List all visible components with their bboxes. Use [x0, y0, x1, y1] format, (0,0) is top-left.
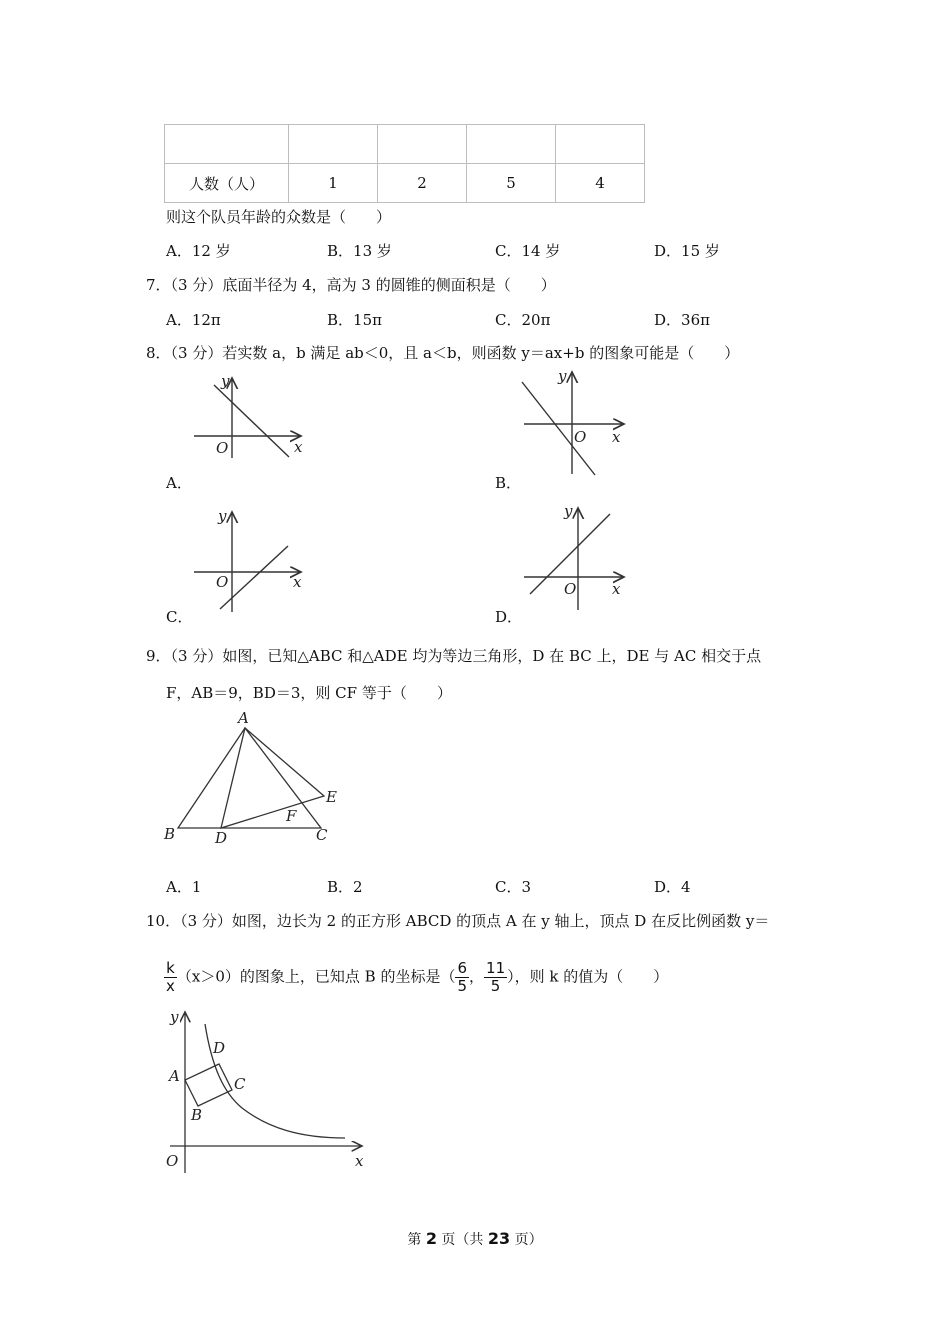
table-cell	[467, 125, 556, 164]
label-x: x	[355, 1152, 364, 1170]
x-label: x	[294, 438, 303, 456]
q9-option-a[interactable]: A．1	[166, 878, 202, 896]
table-cell	[289, 125, 378, 164]
label-e: E	[326, 788, 337, 806]
table-row	[165, 125, 645, 164]
q10-stem-line1: 10．（3 分）如图，边长为 2 的正方形 ABCD 的顶点 A 在 y 轴上，顶点 D 在反比例函数 y＝	[146, 912, 770, 930]
age-table	[164, 124, 645, 203]
q6-option-c[interactable]: C．14 岁	[495, 242, 561, 260]
table-row-label: 人数（人）	[165, 164, 289, 203]
label-o: O	[166, 1152, 179, 1170]
origin-label: O	[216, 439, 229, 457]
q8-graph-b[interactable]	[516, 366, 636, 481]
y-label: y	[221, 372, 230, 390]
x-label: x	[612, 580, 621, 598]
q9-option-c[interactable]: C．3	[495, 878, 532, 896]
hyperbola-curve	[205, 1024, 345, 1138]
label-c: C	[316, 826, 328, 844]
table-cell	[556, 125, 645, 164]
fraction-by: $\frac{11}{5}$	[486, 959, 506, 995]
q9-option-d[interactable]: D．4	[654, 878, 691, 896]
triangle-ade	[221, 728, 324, 828]
q8-option-c[interactable]: C．	[166, 608, 193, 626]
q8-option-d[interactable]: D．	[495, 608, 523, 626]
origin-label: O	[564, 580, 577, 598]
q7-stem: 7．（3 分）底面半径为 4，高为 3 的圆锥的侧面积是（ ）	[146, 276, 556, 294]
table-cell	[378, 125, 467, 164]
y-label: y	[218, 507, 227, 525]
square-abcd	[185, 1064, 232, 1106]
q10-square-figure	[160, 1008, 375, 1178]
label-b: B	[164, 825, 176, 843]
q6-option-b[interactable]: B．13 岁	[327, 242, 392, 260]
q8-graph-c[interactable]	[186, 506, 311, 614]
q8-option-b[interactable]: B．	[495, 474, 522, 492]
q6-option-d[interactable]: D．15 岁	[654, 242, 720, 260]
label-a: A	[238, 709, 249, 727]
label-a: A	[169, 1067, 180, 1085]
label-y: y	[170, 1008, 179, 1026]
label-f: F	[286, 807, 297, 825]
fraction-k-over-x: $\frac{k}{x}$	[166, 959, 175, 995]
q7-option-b[interactable]: B．15π	[327, 311, 382, 329]
origin-label: O	[574, 428, 587, 446]
origin-label: O	[216, 573, 229, 591]
fraction-bx: $\frac{6}{5}$	[457, 959, 468, 995]
label-d: D	[215, 829, 228, 847]
q8-graph-a[interactable]	[186, 370, 311, 460]
label-b: B	[191, 1106, 203, 1124]
page-footer: 第 2 页（共 23 页）	[407, 1229, 543, 1248]
table-cell: 2	[378, 164, 467, 203]
q7-option-c[interactable]: C．20π	[495, 311, 551, 329]
label-d: D	[213, 1039, 226, 1057]
table-cell: 5	[467, 164, 556, 203]
q9-option-b[interactable]: B．2	[327, 878, 363, 896]
x-label: x	[293, 573, 302, 591]
y-label: y	[564, 502, 573, 520]
table-row	[165, 164, 645, 203]
total-pages: 23	[487, 1229, 511, 1248]
y-label: y	[558, 367, 567, 385]
q10-stem-line2: $\frac{k}{x}$ （x＞0）的图象上，已知点 B 的坐标是（ $\frac{6}{5}$ ， $\frac{11}{5}$ ），则 k 的值为（ ）	[166, 959, 669, 995]
q6-stem: 则这个队员年龄的众数是（ ）	[166, 208, 392, 226]
q8-stem: 8．（3 分）若实数 a，b 满足 ab＜0，且 a＜b，则函数 y＝ax+b 的图象可能是（ ）	[146, 344, 740, 362]
table-cell: 1	[289, 164, 378, 203]
triangle-abc	[178, 728, 321, 828]
function-line	[220, 546, 288, 609]
x-label: x	[612, 428, 621, 446]
table-cell	[165, 125, 289, 164]
table-cell: 4	[556, 164, 645, 203]
q8-graph-d[interactable]	[516, 500, 636, 612]
q6-option-a[interactable]: A．12 岁	[166, 242, 231, 260]
q9-triangle-figure	[160, 706, 350, 850]
current-page: 2	[425, 1229, 437, 1248]
q9-stem-line1: 9．（3 分）如图，已知△ABC 和△ADE 均为等边三角形，D 在 BC 上，DE 与 AC 相交于点	[146, 647, 762, 665]
q8-option-a[interactable]: A．	[166, 474, 192, 492]
q7-option-d[interactable]: D．36π	[654, 311, 710, 329]
q7-option-a[interactable]: A．12π	[166, 311, 221, 329]
label-c: C	[234, 1075, 246, 1093]
q9-stem-line2: F，AB＝9，BD＝3，则 CF 等于（ ）	[166, 684, 452, 702]
